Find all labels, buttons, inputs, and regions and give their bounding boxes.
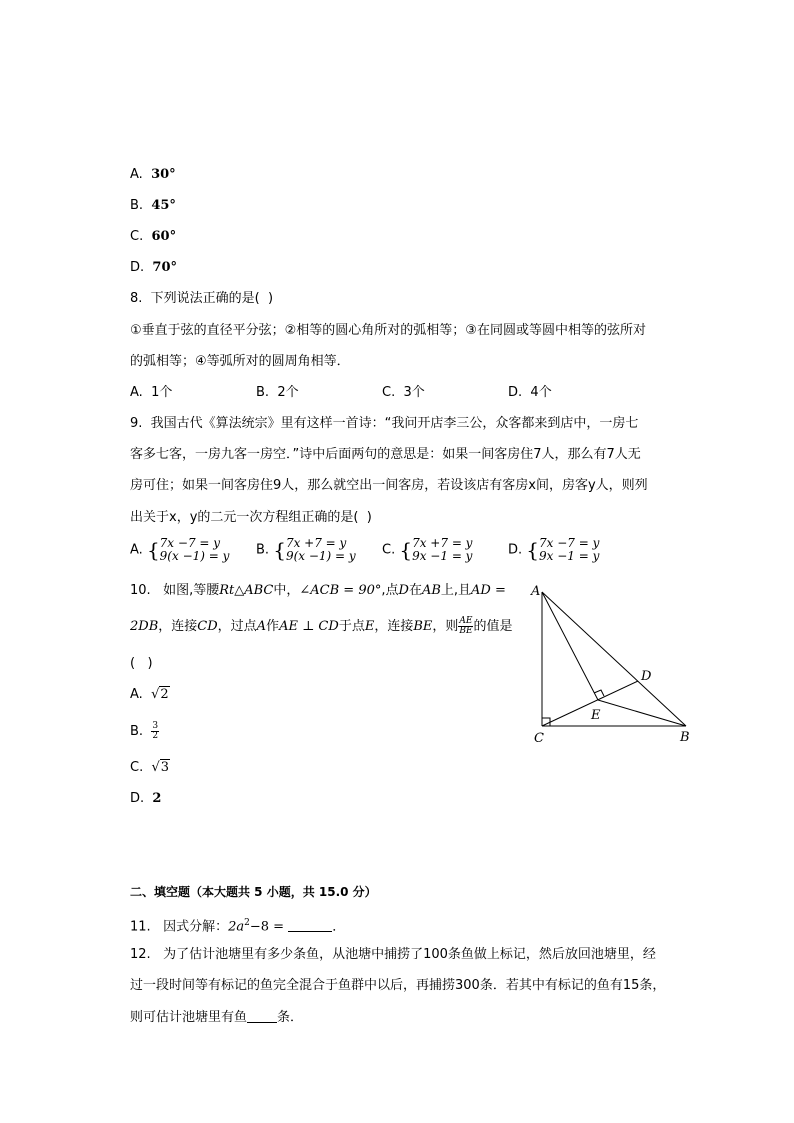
option-value: 2 — [152, 791, 162, 806]
q9-option-b — [256, 537, 356, 563]
math: 2a — [228, 919, 245, 935]
equation: 7x +7 = y — [412, 536, 473, 550]
segment-ae — [542, 592, 598, 700]
equation: 7x −7 = y — [159, 536, 221, 550]
segment-be — [598, 700, 686, 726]
q10-line-1 — [130, 582, 506, 600]
radicand: 3 — [160, 760, 170, 775]
q11 — [130, 914, 345, 936]
math: E — [364, 619, 375, 634]
label-d: D — [641, 669, 652, 684]
equation: 9(x −1) = y — [159, 549, 230, 563]
denominator: 2 — [152, 731, 159, 741]
option-value: 60° — [151, 229, 177, 244]
option-label: A. — [130, 167, 143, 182]
math: BE — [413, 619, 433, 634]
text: 在 — [408, 583, 422, 598]
q7-option-d — [130, 259, 177, 277]
option-label: A. — [130, 385, 143, 400]
option-label: C. — [130, 760, 144, 775]
sqrt-value: √2 — [151, 687, 169, 702]
brace-icon: { — [273, 538, 286, 562]
fraction — [458, 617, 473, 636]
numerator: 3 — [152, 721, 159, 731]
text: ，过点 — [217, 619, 257, 634]
math: Rt△ABC — [219, 583, 274, 598]
q10-option-a — [130, 686, 170, 704]
text: 则可估计池塘里有鱼 — [130, 1010, 248, 1025]
right-angle-marker-c — [542, 718, 550, 726]
math: AB — [421, 583, 441, 598]
q9-line: 9. 我国古代《算法统宗》里有这样一首诗：“我问开店李三公，众客都来到店中，一房七 — [130, 416, 639, 431]
answer-blank[interactable] — [288, 918, 332, 932]
option-label: C. — [130, 229, 144, 244]
math: AE ⊥ CD — [279, 619, 339, 634]
sqrt-value: √3 — [151, 760, 170, 775]
exponent: 2 — [244, 918, 250, 928]
label-b: B — [680, 730, 690, 745]
text: ． — [332, 919, 346, 935]
text: ，连接 — [374, 619, 414, 634]
label-e: E — [591, 708, 601, 723]
q8-option-d — [508, 384, 552, 402]
q9-option-a — [130, 537, 229, 563]
math: CD — [197, 619, 218, 634]
q12-line: 12. 为了估计池塘里有多少条鱼，从池塘中捕捞了100条鱼做上标记，然后放回池塘里，经 — [130, 947, 656, 962]
brace-icon: { — [399, 538, 413, 562]
equation-system — [412, 537, 472, 563]
answer-blank[interactable] — [247, 1009, 277, 1023]
q8-option-c — [382, 384, 425, 402]
text: ，连接 — [158, 619, 198, 634]
brace-icon: { — [526, 538, 540, 562]
option-value: 70° — [152, 260, 178, 275]
segment-ab — [542, 592, 686, 726]
q8-option-b — [256, 384, 299, 402]
text: 于点 — [338, 619, 365, 634]
math: AD = — [471, 583, 506, 598]
q7-option-a — [130, 166, 176, 184]
math: D — [398, 583, 409, 598]
option-label: C. — [382, 542, 396, 558]
text: ，则 — [432, 619, 459, 634]
section-title: 二、填空题（本大题共 5 小题，共 15.0 分） — [130, 885, 377, 899]
q10-option-c — [130, 759, 170, 777]
q12-line-3 — [130, 1009, 303, 1027]
math: ∠ACB = 90° — [299, 583, 382, 598]
math: 2DB — [130, 619, 159, 634]
q10-answer-paren: ( ) — [130, 656, 153, 671]
option-label: C. — [382, 385, 396, 400]
label-c: C — [534, 731, 544, 746]
option-label: D. — [130, 791, 145, 806]
q9-line: 出关于x，y的二元一次方程组正确的是( ) — [130, 510, 372, 525]
math: −8 = — [249, 919, 285, 935]
text: 上,且 — [440, 583, 472, 598]
option-value: 45° — [151, 198, 176, 213]
q12-line: 过一段时间等有标记的鱼完全混合于鱼群中以后，再捕捞300条．若其中有标记的鱼有15条， — [130, 978, 666, 993]
q10-line-2 — [130, 617, 513, 636]
equation-system — [160, 537, 230, 563]
option-label: D. — [508, 385, 523, 400]
equation: 7x −7 = y — [539, 536, 600, 550]
q9-option-d — [508, 537, 599, 563]
segment-cd — [542, 681, 638, 726]
numerator: AE — [459, 616, 473, 626]
q10-option-b — [130, 722, 159, 741]
equation-system — [286, 537, 356, 563]
option-label: A. — [130, 687, 143, 702]
option-label: D. — [508, 542, 523, 558]
triangle-figure — [525, 580, 700, 750]
q9-option-c — [382, 537, 472, 563]
equation: 9x −1 = y — [412, 549, 473, 563]
text: 的值是 — [473, 619, 513, 634]
radicand: 2 — [160, 687, 169, 702]
equation-system — [539, 537, 599, 563]
q10-option-d — [130, 790, 161, 808]
text: 条． — [277, 1010, 304, 1025]
option-value: 4个 — [530, 385, 552, 400]
option-label: D. — [130, 260, 145, 275]
option-label: B. — [130, 724, 144, 739]
equation: 7x +7 = y — [285, 536, 347, 550]
q9-line: 客多七客，一房九客一房空．”诗中后面两句的意思是：如果一间客房住7人，那么有7人无 — [130, 447, 641, 462]
option-value: 2个 — [277, 385, 299, 400]
fraction — [151, 722, 159, 741]
q7-option-b — [130, 197, 176, 215]
q8-statement-line: 的弧相等；④等弧所对的圆周角相等． — [130, 354, 350, 369]
denominator: BE — [459, 626, 473, 636]
math: A — [256, 619, 267, 634]
text: ,点 — [381, 583, 399, 598]
option-value: 3个 — [403, 385, 425, 400]
option-value: 30° — [151, 167, 176, 182]
text: 作 — [266, 619, 280, 634]
option-label: B. — [256, 542, 270, 558]
text: 10. 如图,等腰 — [130, 583, 220, 598]
equation: 9x −1 = y — [539, 549, 600, 563]
q9-line: 房可住；如果一间客房住9人，那么就空出一间客房，若设该店有客房x间，房客y人，则列 — [130, 478, 648, 493]
equation: 9(x −1) = y — [285, 549, 356, 563]
text: 中， — [273, 583, 300, 598]
q8-option-a — [130, 384, 172, 402]
option-value: 1个 — [151, 385, 173, 400]
q8-stem: 8. 下列说法正确的是( ) — [130, 291, 274, 306]
q8-statement-line: ①垂直于弦的直径平分弦；②相等的圆心角所对的弧相等；③在同圆或等圆中相等的弦所对 — [130, 323, 646, 338]
label-a: A — [531, 584, 541, 599]
brace-icon: { — [146, 538, 160, 562]
option-label: A. — [130, 542, 143, 558]
q7-option-c — [130, 228, 176, 246]
option-label: B. — [130, 198, 144, 213]
option-label: B. — [256, 385, 270, 400]
text: 11. 因式分解： — [130, 919, 229, 935]
